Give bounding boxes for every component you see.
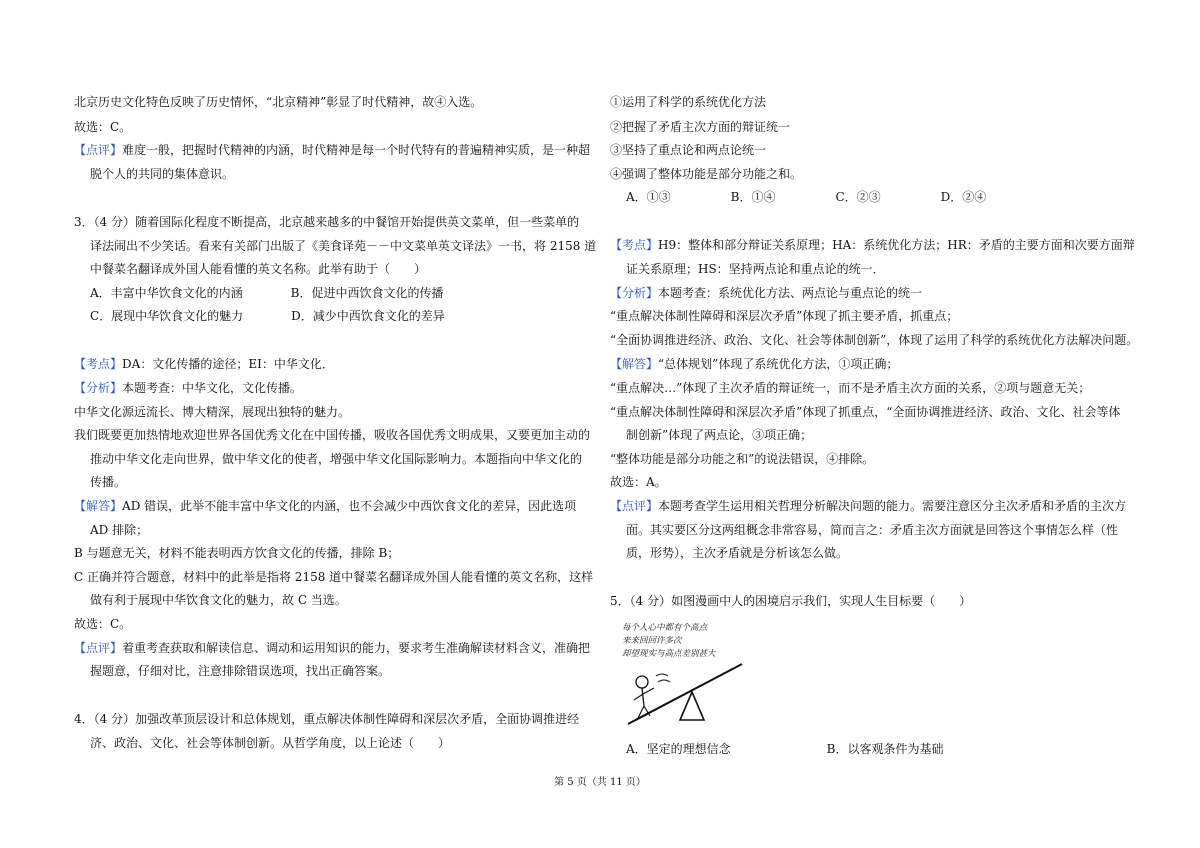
question-3-options: A．丰富中华饮食文化的内涵 B．促进中西饮食文化的传播 (90, 286, 444, 300)
jieda-line: 【解答】“总体规划”体现了系统优化方法，①项正确； (610, 357, 899, 371)
tag-bracket-kaodian: 【考点】 (74, 357, 123, 371)
figure-arm (634, 694, 643, 700)
text-line: 制创新”体现了两点论，③项正确； (626, 428, 813, 442)
cartoon-drawing (620, 616, 748, 728)
statement-3: ③坚持了重点论和两点论统一 (610, 143, 767, 157)
text-line: 证关系原理；HS：坚持两点论和重点论的统一． (626, 262, 885, 276)
statement-4: ④强调了整体功能是部分功能之和。 (610, 167, 803, 181)
cartoon-caption: 来来回回许多次 (622, 636, 682, 646)
comment-line: 【点评】难度一般，把握时代精神的内涵，时代精神是每一个时代特有的普遍精神实质，是一种超 (74, 143, 591, 157)
question-3-stem: 译法闹出不少笑话。看来有关部门出版了《美食译苑－－中文菜单英文译法》一书，将 2158 道 (90, 239, 597, 253)
question-5-stem: 5．（4 分）如图漫画中人的困境启示我们，实现人生目标要（ ） (610, 594, 972, 608)
text-line: 面。其实要区分这两组概念非常容易，简而言之：矛盾主次方面就是回答这个事情怎么样（性 (626, 523, 1119, 537)
question-4-options: A．①③ B．①④ C．②③ D．②④ (626, 190, 987, 204)
text-line: 故选：C。 (74, 120, 132, 134)
tag-bracket-comment: 【点评】 (74, 641, 123, 655)
page-footer: 第 5 页（共 11 页） (554, 777, 646, 788)
text-line: 脱个人的共同的集体意识。 (90, 167, 235, 181)
question-3-stem: 3．（4 分）随着国际化程度不断提高，北京越来越多的中餐馆开始提供英文菜单，但一些菜单的 (74, 215, 580, 229)
text-line: B 与题意无关，材料不能表明西方饮食文化的传播，排除 B； (74, 546, 400, 560)
fenxi-line: 【分析】本题考查：系统优化方法、两点论与重点论的统一 (610, 286, 923, 300)
comment-line: 【点评】着重考查获取和解读信息、调动和运用知识的能力，要求考生准确解读材料含义，准确把 (74, 641, 591, 655)
tag-bracket-jieda: 【解答】 (610, 357, 659, 371)
kaodian-line: 【考点】H9：整体和部分辩证关系原理；HA：系统优化方法；HR：矛盾的主要方面和次要方面辩 (610, 238, 1135, 252)
figure-head (636, 676, 648, 688)
seesaw-cartoon (620, 616, 748, 728)
tag-bracket-comment: 【点评】 (610, 499, 659, 513)
text-line: 推动中华文化走向世界，做中华文化的使者，增强中华文化国际影响力。本题指向中华文化的 (90, 452, 583, 466)
figure-body (642, 688, 644, 706)
text-line: “全面协调推进经济、政治、文化、社会等体制创新”，体现了运用了科学的系统优化方法解决问题。 (610, 333, 1139, 347)
text-line: C 正确并符合题意，材料中的此举是指将 2158 道中餐菜名翻译成外国人能看懂的英文名称，这样 (74, 570, 594, 584)
text-line: “重点解决体制性障碍和深层次矛盾”体现了抓主要矛盾，抓重点； (610, 309, 959, 323)
text-line: 故选：C。 (74, 617, 132, 631)
text-line: 故选：A。 (610, 475, 667, 489)
text-line: “重点解决体制性障碍和深层次矛盾”体现了抓重点，“全面协调推进经济、政治、文化、社会等体 (610, 405, 1121, 419)
motion-mark (658, 680, 670, 682)
seesaw-fulcrum (680, 692, 704, 720)
text-line: 中华文化源远流长、博大精深，展现出独特的魅力。 (74, 405, 351, 419)
text-line: 传播。 (90, 475, 127, 489)
tag-bracket-fenxi: 【分析】 (74, 381, 123, 395)
question-3-stem: 中餐菜名翻译成外国人能看懂的英文名称。此举有助于（ ） (90, 262, 427, 276)
text-line: 我们既要更加热情地欢迎世界各国优秀文化在中国传播，吸收各国优秀文明成果，又要更加主动的 (74, 428, 591, 442)
text-line: 北京历史文化特色反映了历史情怀，“北京精神”彰显了时代精神，故④入选。 (74, 95, 483, 109)
cartoon-caption: 却望现实与高点差别甚大 (622, 649, 716, 659)
kaodian-line: 【考点】DA：文化传播的途径；EI：中华文化． (74, 357, 334, 371)
statement-2: ②把握了矛盾主次方面的辩证统一 (610, 120, 791, 134)
text-line: “整体功能是部分功能之和”的说法错误，④排除。 (610, 452, 875, 466)
question-4-stem: 4．（4 分）加强改革顶层设计和总体规划，重点解决体制性障碍和深层次矛盾，全面协调推进经 (74, 712, 580, 726)
fenxi-line: 【分析】本题考查：中华文化，文化传播。 (74, 381, 303, 395)
text-line: AD 排除； (90, 523, 149, 537)
text-line: 做有利于展现中华饮食文化的魅力，故 C 当选。 (90, 593, 347, 607)
statement-1: ①运用了科学的系统优化方法 (610, 95, 767, 109)
text-line: 握题意，仔细对比，注意排除错误选项，找出正确答案。 (90, 664, 391, 678)
jieda-line: 【解答】AD 错误，此举不能丰富中华文化的内涵，也不会减少中西饮食文化的差异，因此选项 (74, 499, 577, 513)
question-3-options: C．展现中华饮食文化的魅力 D．减少中西饮食文化的差异 (90, 309, 445, 323)
cartoon-caption: 每个人心中都有个高点 (622, 623, 708, 633)
tag-bracket-comment: 【点评】 (74, 143, 123, 157)
comment-line: 【点评】本题考查学生运用相关哲理分析解决问题的能力。需要注意区分主次矛盾和矛盾的主次方 (610, 499, 1127, 513)
tag-bracket-jieda: 【解答】 (74, 499, 123, 513)
tag-bracket-fenxi: 【分析】 (610, 286, 659, 300)
tag-bracket-kaodian: 【考点】 (610, 238, 659, 252)
motion-mark (656, 674, 668, 676)
question-5-options: A．坚定的理想信念 B．以客观条件为基础 (626, 742, 944, 756)
seesaw-plank (628, 664, 742, 724)
figure-arm (643, 688, 654, 694)
text-line: 质，形势），主次矛盾就是分析该怎么做。 (626, 546, 849, 560)
question-4-stem: 济、政治、文化、社会等体制创新。从哲学角度，以上论述（ ） (90, 736, 451, 750)
text-line: “重点解决…”体现了主次矛盾的辩证统一，而不是矛盾主次方面的关系，②项与题意无关； (610, 381, 1091, 395)
